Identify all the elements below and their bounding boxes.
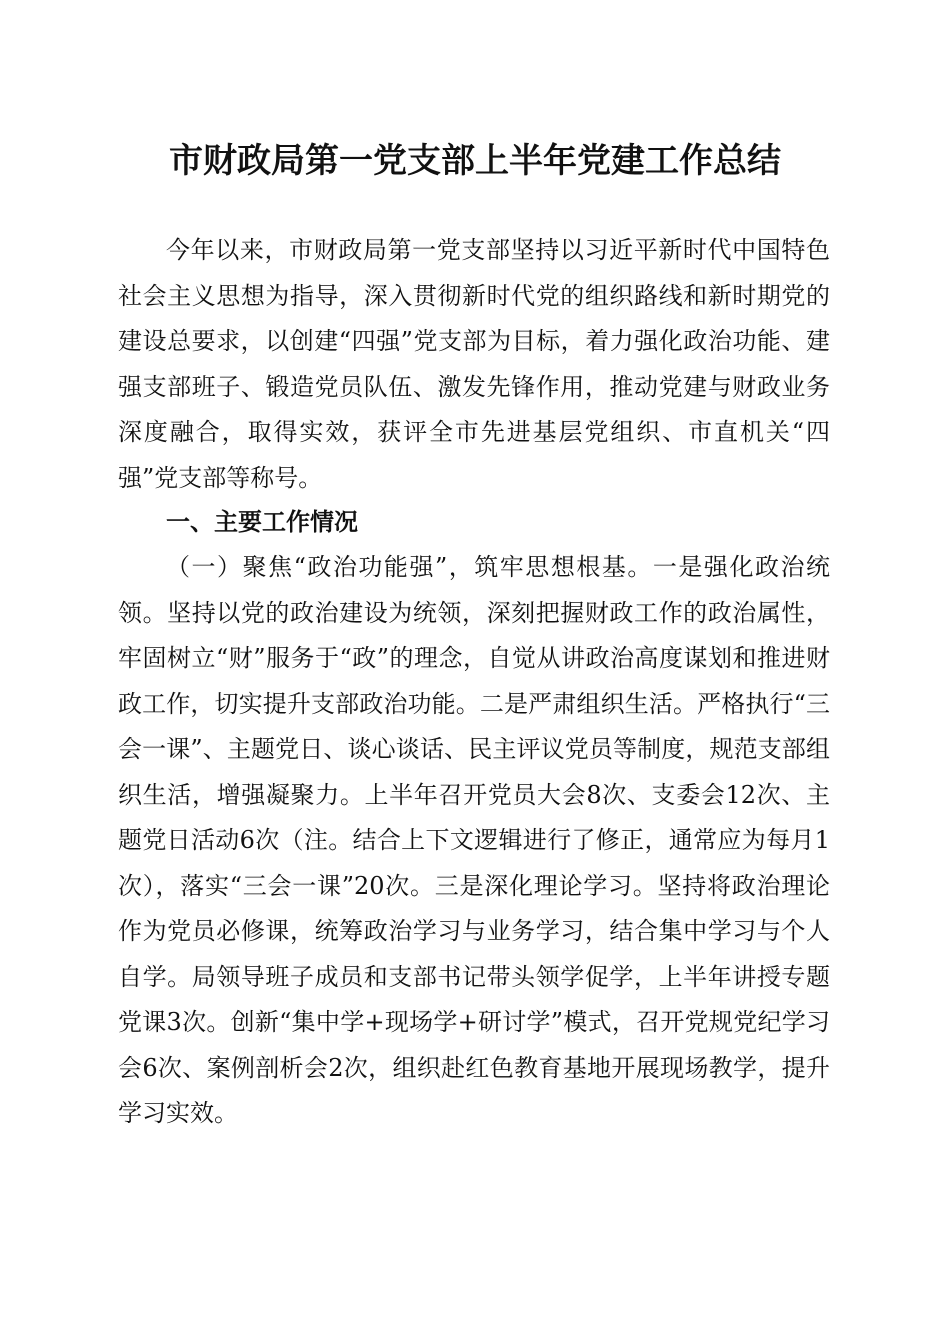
intro-paragraph: 今年以来，市财政局第一党支部坚持以习近平新时代中国特色社会主义思想为指导，深入贯彻新时代党的组织路线和新时期党的建设总要求，以创建“四强”党支部为目标，着力强化政治功能、建强支部班子、锻造党员队伍、激发先锋作用，推动党建与财政业务深度融合，取得实效，获评全市先进基层党组织、市直机关“四强”党支部等称号。	[118, 236, 830, 492]
section-heading: 一、主要工作情况	[166, 508, 358, 536]
section-paragraph: （一）聚焦“政治功能强”，筑牢思想根基。一是强化政治统领。坚持以党的政治建设为统领，深刻把握财政工作的政治属性，牢固树立“财”服务于“政”的理念，自觉从讲政治高度谋划和推进财政工作，切实提升支部政治功能。二是严肃组织生活。严格执行“三会一课”、主题党日、谈心谈话、民主评议党员等制度，规范支部组织生活，增强凝聚力。上半年召开党员大会8次、支委会12次、主题党日活动6次（注。结合上下文逻辑进行了修正，通常应为每月1次），落实“三会一课”20次。三是深化理论学习。坚持将政治理论作为党员必修课，统筹政治学习与业务学习，结合集中学习与个人自学。局领导班子成员和支部书记带头领学促学，上半年讲授专题党课3次。创新“集中学+现场学+研讨学”模式，召开党规党纪学习会6次、案例剖析会2次，组织赴红色教育基地开展现场教学，提升学习实效。	[118, 553, 830, 1127]
document-title: 市财政局第一党支部上半年党建工作总结	[169, 141, 781, 181]
